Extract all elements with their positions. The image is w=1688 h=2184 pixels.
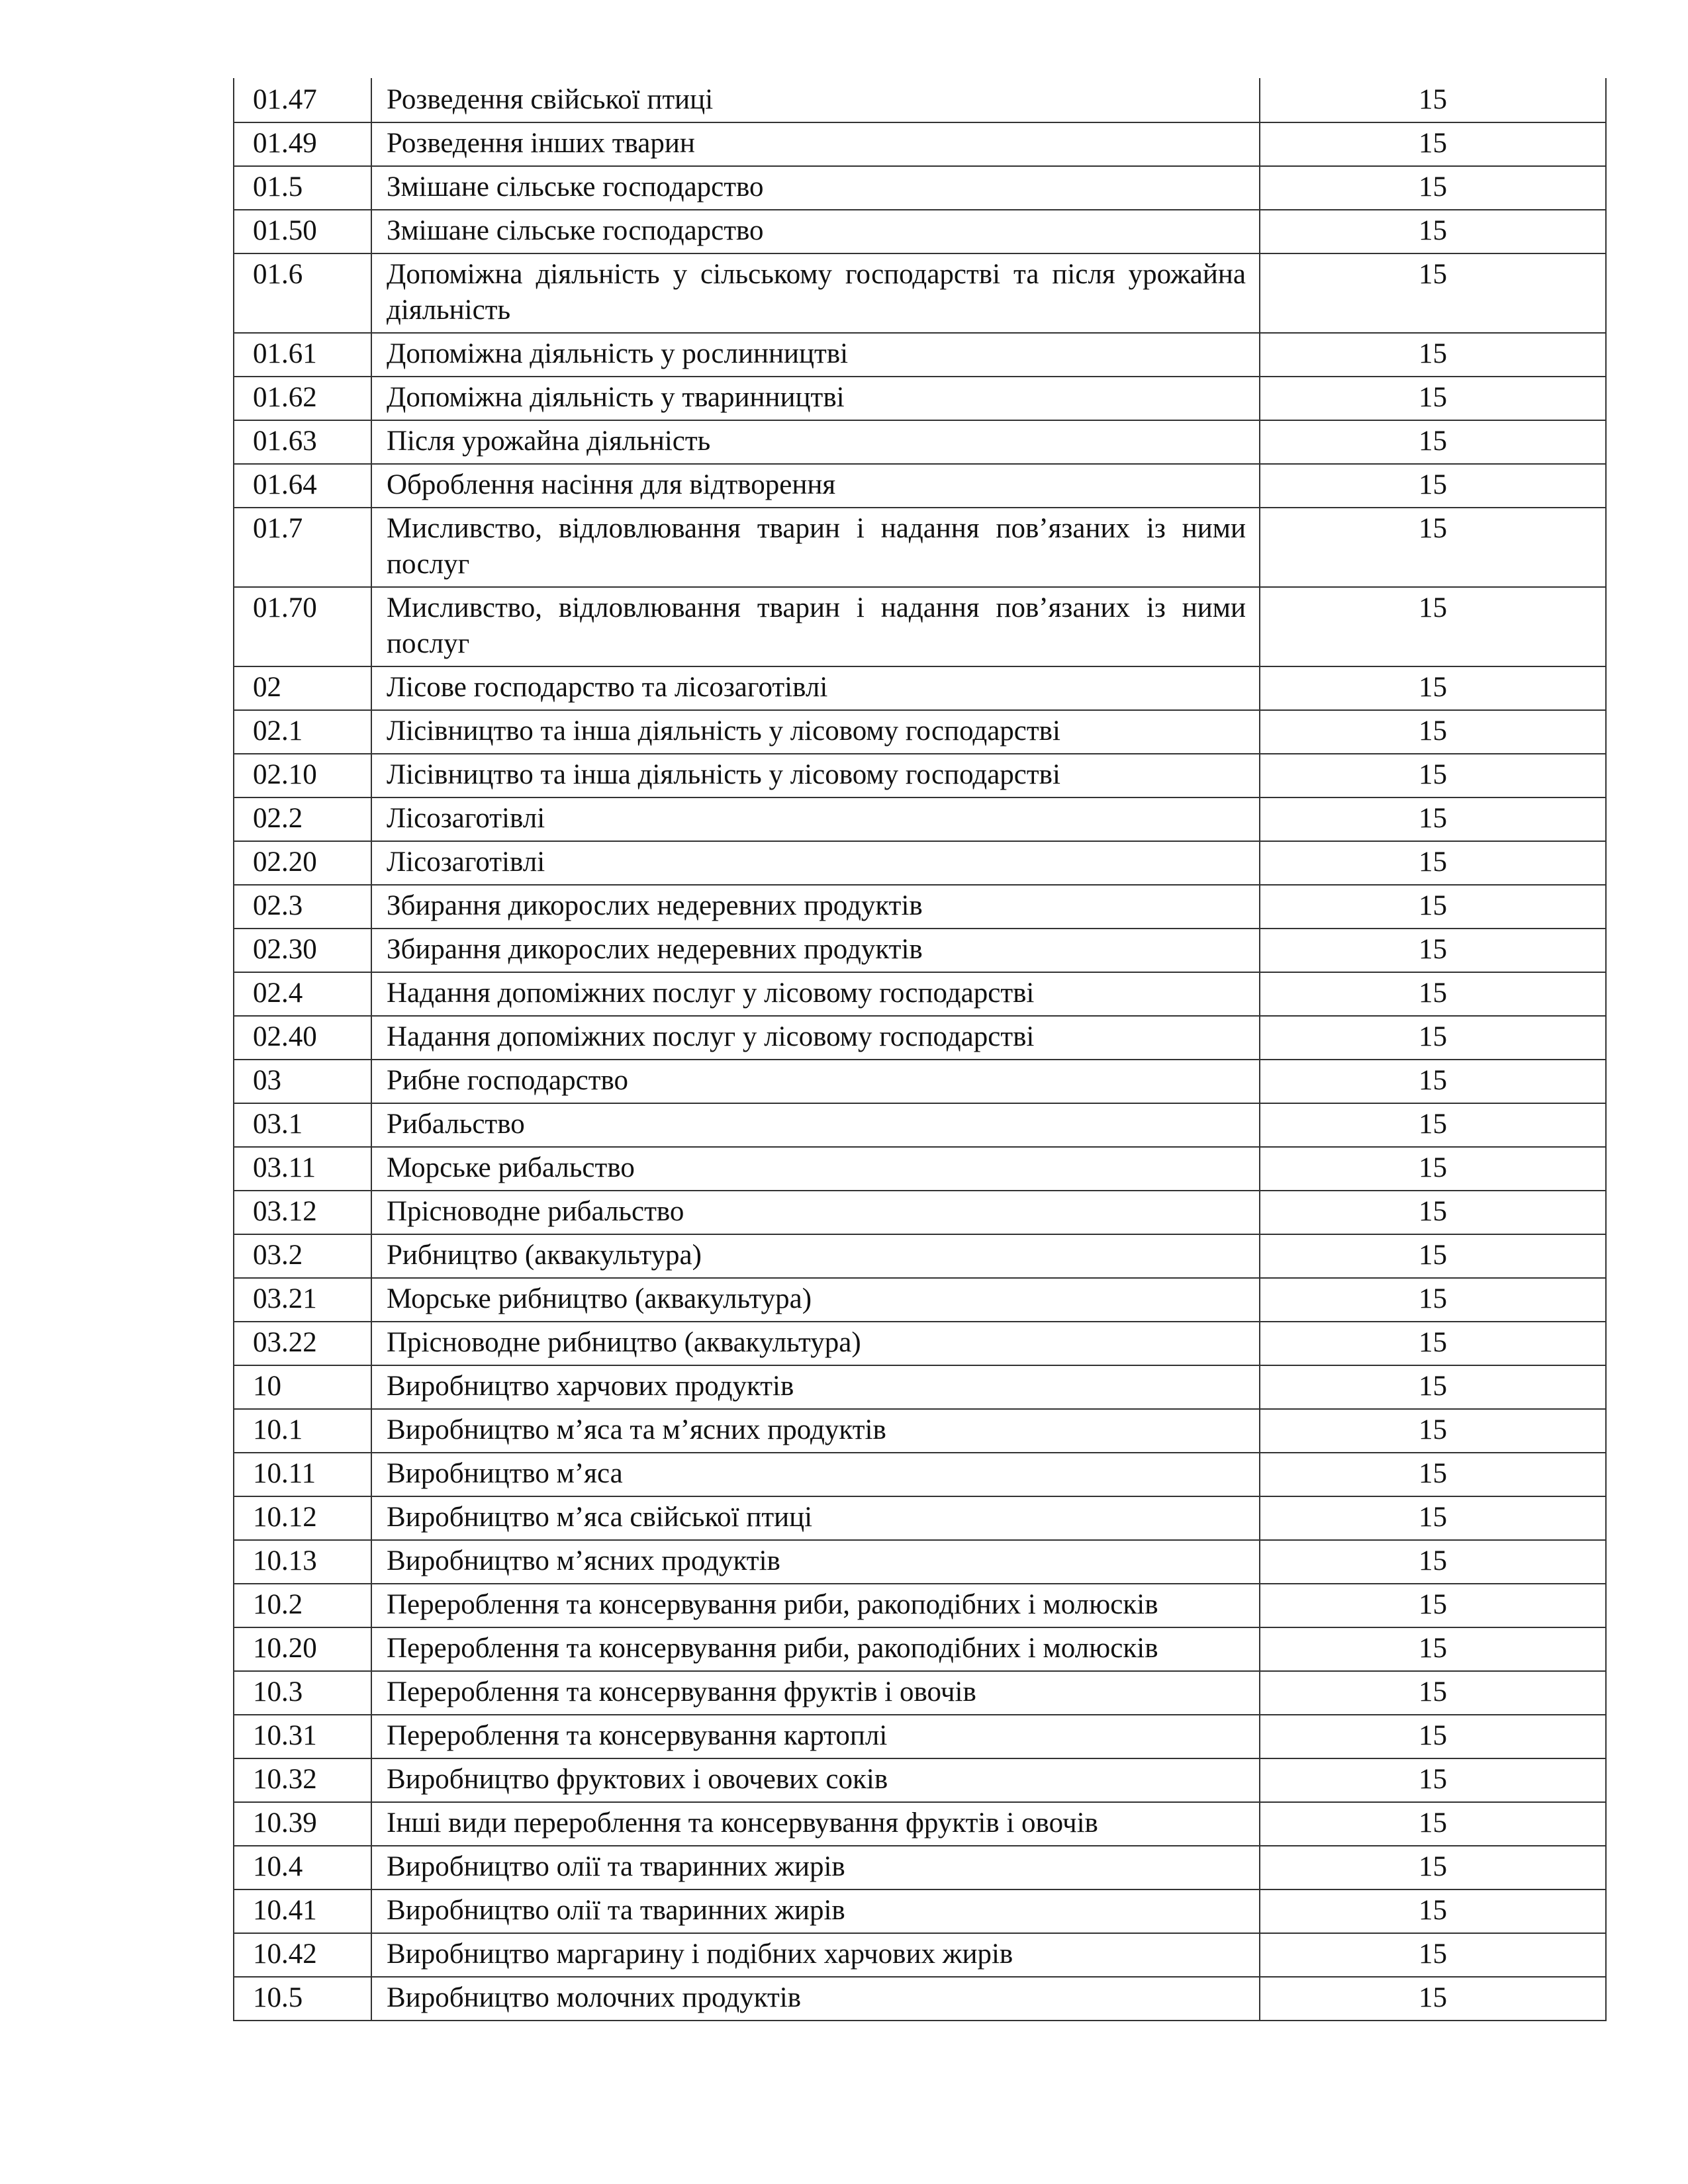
rate-cell: 15 xyxy=(1260,1278,1606,1322)
activity-code-cell: 10.39 xyxy=(234,1802,371,1846)
table-row xyxy=(234,797,1606,841)
table-row xyxy=(234,754,1606,797)
rate-cell: 15 xyxy=(1260,1496,1606,1540)
activity-name-cell: Прісноводне рибальство xyxy=(371,1191,1260,1234)
rate-cell: 15 xyxy=(1260,885,1606,929)
rate-cell: 15 xyxy=(1260,333,1606,377)
rate-cell: 15 xyxy=(1260,797,1606,841)
table-row xyxy=(234,929,1606,972)
table-row xyxy=(234,508,1606,587)
rate-cell: 15 xyxy=(1260,1758,1606,1802)
activity-name-cell: Лісозаготівлі xyxy=(371,797,1260,841)
activity-name-cell: Рибальство xyxy=(371,1103,1260,1147)
activity-name-cell: Виробництво м’яса та м’ясних продуктів xyxy=(371,1409,1260,1453)
table-row xyxy=(234,1322,1606,1365)
activity-code-cell: 01.62 xyxy=(234,377,371,420)
activity-code-cell: 02 xyxy=(234,666,371,710)
table-row xyxy=(234,1627,1606,1671)
table-row xyxy=(234,710,1606,754)
rate-cell: 15 xyxy=(1260,78,1606,122)
activity-code-cell: 03 xyxy=(234,1060,371,1103)
activity-code-cell: 10.32 xyxy=(234,1758,371,1802)
activity-code-cell: 10.3 xyxy=(234,1671,371,1715)
activity-code-cell: 03.11 xyxy=(234,1147,371,1191)
table-row xyxy=(234,1889,1606,1933)
rate-cell: 15 xyxy=(1260,1540,1606,1584)
activity-name-cell: Рибне господарство xyxy=(371,1060,1260,1103)
rate-cell: 15 xyxy=(1260,377,1606,420)
table-row xyxy=(234,1365,1606,1409)
table-row xyxy=(234,1496,1606,1540)
activity-name-cell: Прісноводне рибництво (аквакультура) xyxy=(371,1322,1260,1365)
activity-name-cell: Морське рибництво (аквакультура) xyxy=(371,1278,1260,1322)
table-row xyxy=(234,210,1606,253)
activity-name-cell: Виробництво м’яса xyxy=(371,1453,1260,1496)
activity-name-cell: Змішане сільське господарство xyxy=(371,210,1260,253)
activity-code-cell: 03.12 xyxy=(234,1191,371,1234)
activity-name-cell: Допоміжна діяльність у тваринництві xyxy=(371,377,1260,420)
activity-name-cell: Перероблення та консервування риби, ракоподібних і молюсків xyxy=(371,1584,1260,1627)
activity-code-cell: 10.5 xyxy=(234,1977,371,2021)
rate-cell: 15 xyxy=(1260,1977,1606,2021)
activity-name-cell: Мисливство, відловлювання тварин і надання пов’язаних із ними послуг xyxy=(371,587,1260,666)
activity-code-cell: 10.20 xyxy=(234,1627,371,1671)
table-row xyxy=(234,1540,1606,1584)
rate-cell: 15 xyxy=(1260,1234,1606,1278)
activity-code-cell: 01.61 xyxy=(234,333,371,377)
rate-cell: 15 xyxy=(1260,1103,1606,1147)
rate-cell: 15 xyxy=(1260,1846,1606,1889)
activity-code-cell: 02.2 xyxy=(234,797,371,841)
rate-cell: 15 xyxy=(1260,1627,1606,1671)
table-row xyxy=(234,1409,1606,1453)
rate-cell: 15 xyxy=(1260,464,1606,508)
activity-code-cell: 03.1 xyxy=(234,1103,371,1147)
rate-cell: 15 xyxy=(1260,166,1606,210)
activity-name-cell: Лісозаготівлі xyxy=(371,841,1260,885)
table-row xyxy=(234,1933,1606,1977)
rate-cell: 15 xyxy=(1260,1671,1606,1715)
activity-code-cell: 01.47 xyxy=(234,78,371,122)
table-row xyxy=(234,666,1606,710)
table-row xyxy=(234,1671,1606,1715)
activity-code-cell: 02.10 xyxy=(234,754,371,797)
table-row xyxy=(234,78,1606,122)
table-row xyxy=(234,1846,1606,1889)
activity-name-cell: Виробництво фруктових і овочевих соків xyxy=(371,1758,1260,1802)
rate-cell: 15 xyxy=(1260,253,1606,333)
activity-code-cell: 10.41 xyxy=(234,1889,371,1933)
activity-name-cell: Розведення свійської птиці xyxy=(371,78,1260,122)
activity-code-cell: 02.30 xyxy=(234,929,371,972)
rate-cell: 15 xyxy=(1260,929,1606,972)
table-row xyxy=(234,1147,1606,1191)
rate-cell: 15 xyxy=(1260,1889,1606,1933)
activity-name-cell: Надання допоміжних послуг у лісовому господарстві xyxy=(371,1016,1260,1060)
activity-code-cell: 03.2 xyxy=(234,1234,371,1278)
table-row xyxy=(234,1234,1606,1278)
activity-code-cell: 01.5 xyxy=(234,166,371,210)
activity-code-cell: 02.3 xyxy=(234,885,371,929)
activity-code-cell: 01.6 xyxy=(234,253,371,333)
rate-cell: 15 xyxy=(1260,1802,1606,1846)
activity-name-cell: Збирання дикорослих недеревних продуктів xyxy=(371,929,1260,972)
activity-name-cell: Лісівництво та інша діяльність у лісовому господарстві xyxy=(371,754,1260,797)
activity-name-cell: Виробництво м’яса свійської птиці xyxy=(371,1496,1260,1540)
rate-cell: 15 xyxy=(1260,122,1606,166)
table-row xyxy=(234,420,1606,464)
activity-name-cell: Допоміжна діяльність у сільському господарстві та після урожайна діяльність xyxy=(371,253,1260,333)
rate-cell: 15 xyxy=(1260,972,1606,1016)
activity-code-cell: 10.11 xyxy=(234,1453,371,1496)
activity-code-cell: 10 xyxy=(234,1365,371,1409)
rate-cell: 15 xyxy=(1260,1016,1606,1060)
rate-cell: 15 xyxy=(1260,1715,1606,1758)
activity-code-cell: 01.7 xyxy=(234,508,371,587)
activity-code-cell: 10.12 xyxy=(234,1496,371,1540)
activity-name-cell: Рибництво (аквакультура) xyxy=(371,1234,1260,1278)
rate-cell: 15 xyxy=(1260,1933,1606,1977)
table-row xyxy=(234,1016,1606,1060)
table-row xyxy=(234,1802,1606,1846)
activity-name-cell: Інші види перероблення та консервування фруктів і овочів xyxy=(371,1802,1260,1846)
activity-name-cell: Виробництво харчових продуктів xyxy=(371,1365,1260,1409)
table-row xyxy=(234,885,1606,929)
table-row xyxy=(234,333,1606,377)
activity-name-cell: Змішане сільське господарство xyxy=(371,166,1260,210)
table-row xyxy=(234,1758,1606,1802)
activity-code-cell: 01.70 xyxy=(234,587,371,666)
activity-code-cell: 03.22 xyxy=(234,1322,371,1365)
rate-cell: 15 xyxy=(1260,1409,1606,1453)
activity-name-cell: Допоміжна діяльність у рослинництві xyxy=(371,333,1260,377)
activity-name-cell: Виробництво молочних продуктів xyxy=(371,1977,1260,2021)
rate-cell: 15 xyxy=(1260,841,1606,885)
activity-code-cell: 02.40 xyxy=(234,1016,371,1060)
activity-name-cell: Після урожайна діяльність xyxy=(371,420,1260,464)
table-row xyxy=(234,1977,1606,2021)
activity-code-cell: 02.4 xyxy=(234,972,371,1016)
rate-cell: 15 xyxy=(1260,1191,1606,1234)
activity-name-cell: Виробництво олії та тваринних жирів xyxy=(371,1846,1260,1889)
activity-code-cell: 02.1 xyxy=(234,710,371,754)
table-row xyxy=(234,1103,1606,1147)
table-row xyxy=(234,587,1606,666)
table-row xyxy=(234,253,1606,333)
activity-name-cell: Лісове господарство та лісозаготівлі xyxy=(371,666,1260,710)
activity-name-cell: Збирання дикорослих недеревних продуктів xyxy=(371,885,1260,929)
activity-name-cell: Надання допоміжних послуг у лісовому господарстві xyxy=(371,972,1260,1016)
activity-code-table xyxy=(233,78,1607,2021)
activity-code-cell: 10.2 xyxy=(234,1584,371,1627)
activity-name-cell: Лісівництво та інша діяльність у лісовому господарстві xyxy=(371,710,1260,754)
table-row xyxy=(234,464,1606,508)
table-row xyxy=(234,841,1606,885)
activity-name-cell: Перероблення та консервування фруктів і овочів xyxy=(371,1671,1260,1715)
rate-cell: 15 xyxy=(1260,1453,1606,1496)
table-row xyxy=(234,1191,1606,1234)
activity-code-cell: 10.1 xyxy=(234,1409,371,1453)
activity-name-cell: Оброблення насіння для відтворення xyxy=(371,464,1260,508)
rate-cell: 15 xyxy=(1260,508,1606,587)
table-row xyxy=(234,1060,1606,1103)
activity-code-cell: 10.42 xyxy=(234,1933,371,1977)
activity-name-cell: Морське рибальство xyxy=(371,1147,1260,1191)
activity-code-cell: 02.20 xyxy=(234,841,371,885)
rate-cell: 15 xyxy=(1260,1584,1606,1627)
rate-cell: 15 xyxy=(1260,710,1606,754)
rate-cell: 15 xyxy=(1260,1147,1606,1191)
activity-name-cell: Виробництво олії та тваринних жирів xyxy=(371,1889,1260,1933)
table-row xyxy=(234,972,1606,1016)
activity-name-cell: Виробництво м’ясних продуктів xyxy=(371,1540,1260,1584)
activity-code-cell: 03.21 xyxy=(234,1278,371,1322)
rate-cell: 15 xyxy=(1260,420,1606,464)
activity-name-cell: Розведення інших тварин xyxy=(371,122,1260,166)
activity-name-cell: Перероблення та консервування риби, ракоподібних і молюсків xyxy=(371,1627,1260,1671)
activity-code-cell: 01.50 xyxy=(234,210,371,253)
rate-cell: 15 xyxy=(1260,1322,1606,1365)
table-row xyxy=(234,1715,1606,1758)
activity-code-cell: 01.49 xyxy=(234,122,371,166)
activity-code-cell: 10.4 xyxy=(234,1846,371,1889)
table-row xyxy=(234,1584,1606,1627)
table-row xyxy=(234,1278,1606,1322)
rate-cell: 15 xyxy=(1260,587,1606,666)
activity-code-cell: 10.13 xyxy=(234,1540,371,1584)
rate-cell: 15 xyxy=(1260,210,1606,253)
activity-code-cell: 10.31 xyxy=(234,1715,371,1758)
rate-cell: 15 xyxy=(1260,1365,1606,1409)
activity-code-cell: 01.64 xyxy=(234,464,371,508)
activity-name-cell: Перероблення та консервування картоплі xyxy=(371,1715,1260,1758)
table-body xyxy=(234,78,1606,2021)
table-row xyxy=(234,166,1606,210)
activity-code-cell: 01.63 xyxy=(234,420,371,464)
rate-cell: 15 xyxy=(1260,1060,1606,1103)
activity-name-cell: Мисливство, відловлювання тварин і надання пов’язаних із ними послуг xyxy=(371,508,1260,587)
rate-cell: 15 xyxy=(1260,754,1606,797)
rate-cell: 15 xyxy=(1260,666,1606,710)
table-row xyxy=(234,1453,1606,1496)
activity-name-cell: Виробництво маргарину і подібних харчових жирів xyxy=(371,1933,1260,1977)
table-row xyxy=(234,122,1606,166)
table-row xyxy=(234,377,1606,420)
